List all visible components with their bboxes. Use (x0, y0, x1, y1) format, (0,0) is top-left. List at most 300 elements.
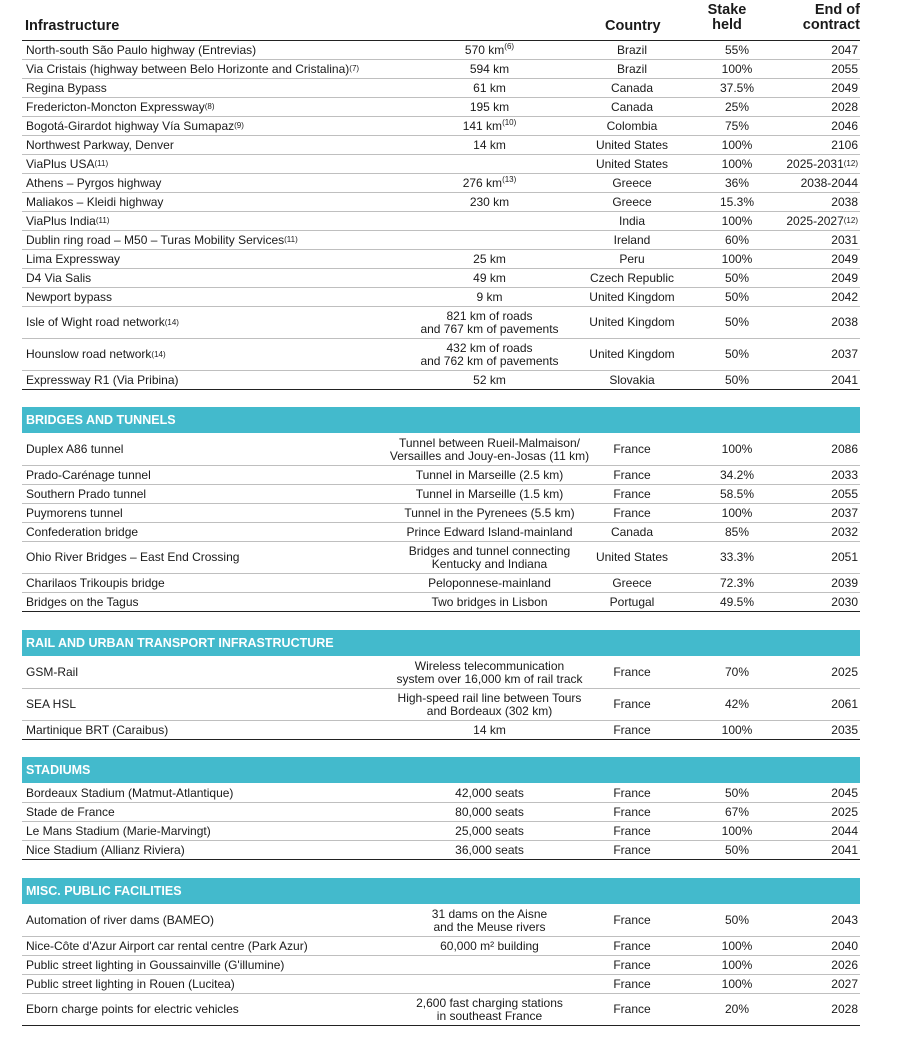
cell-infrastructure (26, 193, 406, 211)
cell-detail (387, 956, 592, 974)
end-year: 2033 (831, 467, 858, 482)
table-row (22, 250, 860, 269)
cell-country: Greece (612, 175, 652, 190)
cell-detail (387, 593, 592, 611)
cell-infrastructure (26, 41, 406, 59)
detail-text (416, 469, 564, 482)
infrastructure-name: ViaPlus India (26, 213, 96, 228)
detail-text (390, 437, 589, 463)
cell-infrastructure (26, 937, 406, 955)
cell-stake-held: 100% (721, 957, 753, 972)
end-year: 2086 (831, 442, 858, 456)
cell-infrastructure: Dublin ring road – M50 – Turas Mobility Services (11) (26, 232, 298, 247)
cell-stake-held: 55% (724, 42, 750, 57)
cell-stake-held: 70% (724, 665, 750, 679)
end-year: 2044 (831, 823, 858, 838)
detail-line: 31 dams on the Aisne (431, 906, 548, 921)
cell-end-of-contract (762, 117, 858, 135)
detail-line-2: and 762 km of pavements (420, 353, 559, 368)
cell-stake-held: 42% (724, 697, 750, 711)
table-row (22, 994, 860, 1026)
end-year: 2035 (831, 722, 858, 737)
cell-detail (387, 339, 592, 370)
infrastructure-name: Isle of Wight road network (26, 315, 165, 329)
end-year: 2049 (831, 270, 858, 285)
cell-detail (387, 803, 592, 821)
detail-line: 52 km (473, 372, 506, 387)
end-year: 2045 (831, 785, 858, 800)
detail-text (396, 660, 582, 686)
cell-infrastructure (26, 721, 406, 739)
end-year: 2043 (831, 913, 858, 927)
infrastructure-name: Northwest Parkway, Denver (26, 137, 174, 152)
cell-end-of-contract (762, 339, 858, 370)
infrastructure-name: Expressway R1 (Via Pribina) (26, 372, 179, 387)
cell-detail (387, 504, 592, 522)
end-year: 2055 (831, 61, 858, 76)
end-year: 2106 (831, 137, 858, 152)
cell-country: France (613, 842, 651, 857)
cell-country: France (613, 938, 651, 953)
cell-detail (387, 937, 592, 955)
cell-country: Brazil (616, 61, 647, 76)
cell-detail (387, 174, 592, 192)
cell-infrastructure (26, 905, 406, 936)
cell-stake-held: 100% (721, 823, 753, 838)
infrastructure-name: Nice Stadium (Allianz Riviera) (26, 842, 185, 857)
end-year: 2041 (831, 372, 858, 387)
infrastructure-name: Le Mans Stadium (Marie-Marvingt) (26, 823, 211, 838)
cell-detail (387, 212, 592, 230)
infrastructure-name: Martinique BRT (Caraibus) (26, 722, 169, 737)
cell-end-of-contract (762, 905, 858, 936)
table-row (22, 975, 860, 994)
detail-text (455, 825, 524, 838)
cell-end-of-contract (762, 593, 858, 611)
cell-detail (387, 288, 592, 306)
end-year: 2055 (831, 486, 858, 501)
cell-infrastructure: Fredericton-Moncton Expressway (8) (26, 99, 215, 114)
end-year: 2042 (831, 289, 858, 304)
detail-line-2: Versailles and Jouy-en-Josas (11 km) (389, 448, 590, 463)
cell-end-of-contract (762, 250, 858, 268)
cell-country: United Kingdom (589, 347, 675, 361)
cell-detail (387, 841, 592, 859)
cell-detail (387, 60, 592, 78)
detail-text (455, 787, 524, 800)
infrastructure-name: Nice-Côte d'Azur Airport car rental centre (Park Azur) (26, 938, 308, 953)
footnote-ref: (13) (502, 174, 517, 184)
cell-detail (387, 434, 592, 465)
end-year: 2039 (831, 575, 858, 590)
detail-text (420, 310, 558, 336)
table-row (22, 212, 860, 231)
table-row (22, 956, 860, 975)
detail-line: Two bridges in Lisbon (431, 594, 548, 609)
cell-end-of-contract: 2025-2031 (12) (786, 156, 858, 171)
detail-line: 60,000 m² building (440, 938, 539, 953)
cell-stake-held: 67% (724, 804, 750, 819)
detail-line-2: system over 16,000 km of rail track (396, 671, 583, 686)
table-row (22, 193, 860, 212)
infrastructure-name: Bordeaux Stadium (Matmut-Atlantique) (26, 785, 234, 800)
table-row (22, 593, 860, 612)
table-row (22, 434, 860, 466)
infrastructure-name: Bogotá-Girardot highway Vía Sumapaz (26, 118, 235, 133)
infrastructure-name: Automation of river dams (BAMEO) (26, 913, 215, 927)
table-row (22, 41, 860, 60)
section-header: STADIUMS (22, 757, 860, 783)
end-year: 2025-2031 (786, 156, 844, 171)
detail-line: 25,000 seats (455, 823, 524, 838)
cell-infrastructure (26, 689, 406, 720)
section-header: MISC. PUBLIC FACILITIES (22, 878, 860, 904)
cell-end-of-contract (762, 231, 858, 249)
detail-line: 276 km (462, 175, 503, 190)
cell-detail (387, 41, 592, 59)
table-row (22, 822, 860, 841)
infrastructure-name: Regina Bypass (26, 80, 107, 95)
cell-country: Canada (610, 524, 654, 539)
section-header: BRIDGES AND TUNNELS (22, 407, 860, 433)
cell-detail (387, 250, 592, 268)
infrastructure-name: D4 Via Salis (26, 270, 92, 285)
detail-line: 141 km (462, 118, 503, 133)
detail-text (432, 908, 547, 934)
end-year: 2046 (831, 118, 858, 133)
infrastructure-name: Southern Prado tunnel (26, 486, 147, 501)
detail-text (473, 139, 506, 152)
detail-text (440, 940, 539, 953)
table-row (22, 542, 860, 574)
table-row (22, 60, 860, 79)
detail-text (416, 997, 563, 1023)
section-header: RAIL AND URBAN TRANSPORT INFRASTRUCTURE (22, 630, 860, 656)
cell-detail (387, 721, 592, 739)
cell-stake-held: 100% (721, 213, 753, 228)
table-header (22, 0, 860, 41)
cell-end-of-contract (762, 956, 858, 974)
detail-line: High-speed rail line between Tours (397, 690, 582, 705)
cell-infrastructure (26, 657, 406, 688)
cell-end-of-contract (762, 975, 858, 993)
infrastructure-name: Stade de France (26, 804, 115, 819)
cell-detail (387, 574, 592, 592)
detail-text (473, 374, 506, 387)
detail-line-2: and 767 km of pavements (420, 321, 559, 336)
cell-infrastructure (26, 466, 406, 484)
infrastructure-name: GSM-Rail (26, 665, 79, 679)
cell-country: United States (595, 137, 669, 152)
infrastructure-name: SEA HSL (26, 697, 77, 711)
detail-line: 36,000 seats (455, 842, 524, 857)
cell-infrastructure: ViaPlus USA (11) (26, 156, 109, 171)
cell-detail (387, 975, 592, 993)
cell-country: Greece (612, 575, 652, 590)
cell-stake-held: 100% (721, 442, 753, 456)
detail-line: 49 km (473, 270, 506, 285)
header-stake-line2: held (712, 17, 742, 33)
cell-stake-held: 50% (724, 372, 750, 387)
infrastructure-name: Newport bypass (26, 289, 113, 304)
detail-line: 821 km of roads (446, 308, 533, 323)
table-row (22, 721, 860, 740)
cell-end-of-contract (762, 98, 858, 116)
table-row (22, 269, 860, 288)
cell-detail (387, 905, 592, 936)
cell-detail (387, 371, 592, 389)
cell-end-of-contract (762, 60, 858, 78)
table-row (22, 689, 860, 721)
infrastructure-name: Puymorens tunnel (26, 505, 123, 520)
cell-stake-held: 50% (724, 913, 750, 927)
end-year: 2038-2044 (800, 175, 858, 190)
detail-text (470, 196, 509, 209)
detail-line: Tunnel in Marseille (2.5 km) (415, 467, 564, 482)
cell-stake-held: 50% (724, 347, 750, 361)
end-year: 2030 (831, 594, 858, 609)
detail-line: Tunnel in the Pyrenees (5.5 km) (404, 505, 575, 520)
cell-stake-held: 50% (724, 315, 750, 329)
infrastructure-name: Lima Expressway (26, 251, 121, 266)
table-row (22, 98, 860, 117)
detail-text (473, 724, 506, 737)
table-row (22, 841, 860, 860)
cell-infrastructure: Bogotá-Girardot highway Vía Sumapaz (9) (26, 118, 244, 133)
infrastructure-name: Prado-Carénage tunnel (26, 467, 151, 482)
detail-line: 195 km (469, 99, 510, 114)
cell-end-of-contract (762, 466, 858, 484)
header-end-of-contract (782, 3, 860, 33)
detail-text (416, 488, 564, 501)
header-end-line2: contract (802, 17, 860, 33)
detail-text (431, 596, 547, 609)
end-year: 2047 (831, 42, 858, 57)
detail-text (470, 101, 509, 114)
header-stake-held (702, 3, 752, 33)
table-row (22, 523, 860, 542)
cell-end-of-contract (762, 689, 858, 720)
cell-infrastructure (26, 593, 406, 611)
end-year: 2049 (831, 80, 858, 95)
detail-text (464, 41, 515, 57)
cell-stake-held: 72.3% (719, 575, 755, 590)
cell-end-of-contract (762, 136, 858, 154)
table-row (22, 174, 860, 193)
end-year: 2026 (831, 957, 858, 972)
cell-infrastructure (26, 822, 406, 840)
cell-infrastructure (26, 956, 406, 974)
cell-country: France (613, 957, 651, 972)
header-stake-line1: Stake (707, 2, 747, 18)
detail-line: 25 km (473, 251, 506, 266)
cell-country: France (613, 722, 651, 737)
cell-country: France (613, 785, 651, 800)
end-year: 2032 (831, 524, 858, 539)
cell-detail (387, 269, 592, 287)
cell-infrastructure (26, 174, 406, 192)
cell-country: Ireland (613, 232, 651, 247)
detail-line: 594 km (469, 61, 510, 76)
cell-country: France (613, 665, 651, 679)
cell-country: United Kingdom (589, 289, 675, 304)
cell-detail (387, 689, 592, 720)
cell-stake-held: 50% (724, 842, 750, 857)
cell-country: Brazil (616, 42, 647, 57)
cell-end-of-contract (762, 994, 858, 1025)
infrastructure-name: Bridges on the Tagus (26, 594, 139, 609)
infrastructure-name: Fredericton-Moncton Expressway (26, 99, 205, 114)
end-year: 2027 (831, 976, 858, 991)
detail-text (455, 844, 524, 857)
end-year: 2025-2027 (786, 213, 844, 228)
detail-text (455, 806, 524, 819)
cell-country: Czech Republic (589, 270, 675, 285)
cell-stake-held: 33.3% (719, 550, 755, 564)
cell-country: France (613, 505, 651, 520)
table-row (22, 288, 860, 307)
cell-stake-held: 36% (724, 175, 750, 190)
detail-text (476, 291, 502, 304)
detail-line-2: and the Meuse rivers (433, 919, 546, 934)
cell-infrastructure (26, 784, 406, 802)
cell-infrastructure (26, 523, 406, 541)
cell-end-of-contract (762, 307, 858, 338)
detail-text (398, 692, 582, 718)
cell-stake-held: 49.5% (719, 594, 755, 609)
infrastructure-name: ViaPlus USA (26, 156, 95, 171)
table-row (22, 79, 860, 98)
table-row (22, 784, 860, 803)
cell-infrastructure (26, 542, 406, 573)
cell-stake-held: 75% (724, 118, 750, 133)
infrastructure-name: Maliakos – Kleidi highway (26, 194, 164, 209)
cell-detail (387, 523, 592, 541)
cell-infrastructure: Hounslow road network (14) (26, 347, 166, 361)
cell-end-of-contract (762, 523, 858, 541)
cell-stake-held: 100% (721, 137, 753, 152)
cell-stake-held: 34.2% (719, 467, 755, 482)
cell-end-of-contract (762, 822, 858, 840)
cell-detail (387, 193, 592, 211)
cell-country: France (613, 804, 651, 819)
infrastructure-name: Ohio River Bridges – East End Crossing (26, 550, 240, 564)
cell-stake-held: 100% (721, 156, 753, 171)
cell-end-of-contract (762, 504, 858, 522)
cell-country: France (613, 913, 651, 927)
cell-stake-held: 50% (724, 289, 750, 304)
cell-stake-held: 100% (721, 722, 753, 737)
detail-line: Tunnel between Rueil-Malmaison/ (399, 435, 580, 450)
header-infrastructure: Infrastructure (25, 18, 120, 34)
cell-end-of-contract (762, 542, 858, 573)
end-year: 2041 (831, 842, 858, 857)
detail-text (428, 577, 551, 590)
cell-country: United States (595, 550, 669, 564)
cell-country: Peru (619, 251, 645, 266)
cell-end-of-contract (762, 193, 858, 211)
cell-stake-held: 15.3% (719, 194, 755, 209)
cell-end-of-contract (762, 803, 858, 821)
cell-stake-held: 37.5% (719, 80, 755, 95)
detail-line: 432 km of roads (446, 340, 533, 355)
cell-infrastructure (26, 574, 406, 592)
cell-end-of-contract (762, 784, 858, 802)
infrastructure-name: North-south São Paulo highway (Entrevias) (26, 42, 257, 57)
end-year: 2037 (831, 347, 858, 361)
table-row (22, 657, 860, 689)
cell-country: France (613, 697, 651, 711)
detail-line: 14 km (473, 722, 506, 737)
cell-detail (387, 98, 592, 116)
detail-line-2: and Bordeaux (302 km) (426, 703, 553, 718)
cell-stake-held: 50% (724, 270, 750, 285)
end-year: 2038 (831, 194, 858, 209)
end-year: 2025 (831, 665, 858, 679)
table-row (22, 905, 860, 937)
cell-infrastructure (26, 434, 406, 465)
cell-country: Canada (610, 99, 654, 114)
cell-detail (387, 117, 592, 135)
end-year: 2038 (831, 315, 858, 329)
footnote-ref: (10) (502, 117, 517, 127)
table-row (22, 371, 860, 390)
table-row (22, 466, 860, 485)
detail-text (473, 272, 506, 285)
detail-line: 2,600 fast charging stations (416, 995, 563, 1010)
cell-country: France (613, 486, 651, 501)
cell-country: France (613, 467, 651, 482)
table-row (22, 117, 860, 136)
header-country: Country (605, 18, 661, 34)
detail-line: Peloponnese-mainland (428, 575, 551, 590)
detail-text (404, 507, 574, 520)
cell-infrastructure (26, 288, 406, 306)
cell-country: France (613, 976, 651, 991)
cell-detail (387, 155, 592, 173)
infrastructure-name: Via Cristais (highway between Belo Horizonte and Cristalina) (26, 61, 350, 76)
cell-infrastructure (26, 136, 406, 154)
detail-text (406, 526, 572, 539)
end-year: 2040 (831, 938, 858, 953)
cell-infrastructure (26, 371, 406, 389)
cell-end-of-contract (762, 841, 858, 859)
cell-country: France (613, 1002, 651, 1016)
table-row (22, 485, 860, 504)
table-row (22, 231, 860, 250)
cell-infrastructure: ViaPlus India (11) (26, 213, 110, 228)
detail-line: 80,000 seats (455, 804, 524, 819)
cell-detail (387, 79, 592, 97)
cell-stake-held: 100% (721, 505, 753, 520)
cell-end-of-contract (762, 288, 858, 306)
cell-infrastructure (26, 269, 406, 287)
cell-stake-held: 100% (721, 251, 753, 266)
cell-stake-held: 58.5% (719, 486, 755, 501)
detail-text (473, 253, 506, 266)
cell-end-of-contract (762, 174, 858, 192)
cell-country: Slovakia (609, 372, 655, 387)
cell-stake-held: 20% (724, 1002, 750, 1016)
cell-infrastructure (26, 79, 406, 97)
cell-infrastructure (26, 841, 406, 859)
cell-country: Colombia (606, 118, 658, 133)
infrastructure-name: Charilaos Trikoupis bridge (26, 575, 165, 590)
infrastructure-name: Duplex A86 tunnel (26, 442, 124, 456)
detail-line: Tunnel in Marseille (1.5 km) (415, 486, 564, 501)
infrastructure-name: Athens – Pyrgos highway (26, 175, 162, 190)
cell-detail (387, 307, 592, 338)
